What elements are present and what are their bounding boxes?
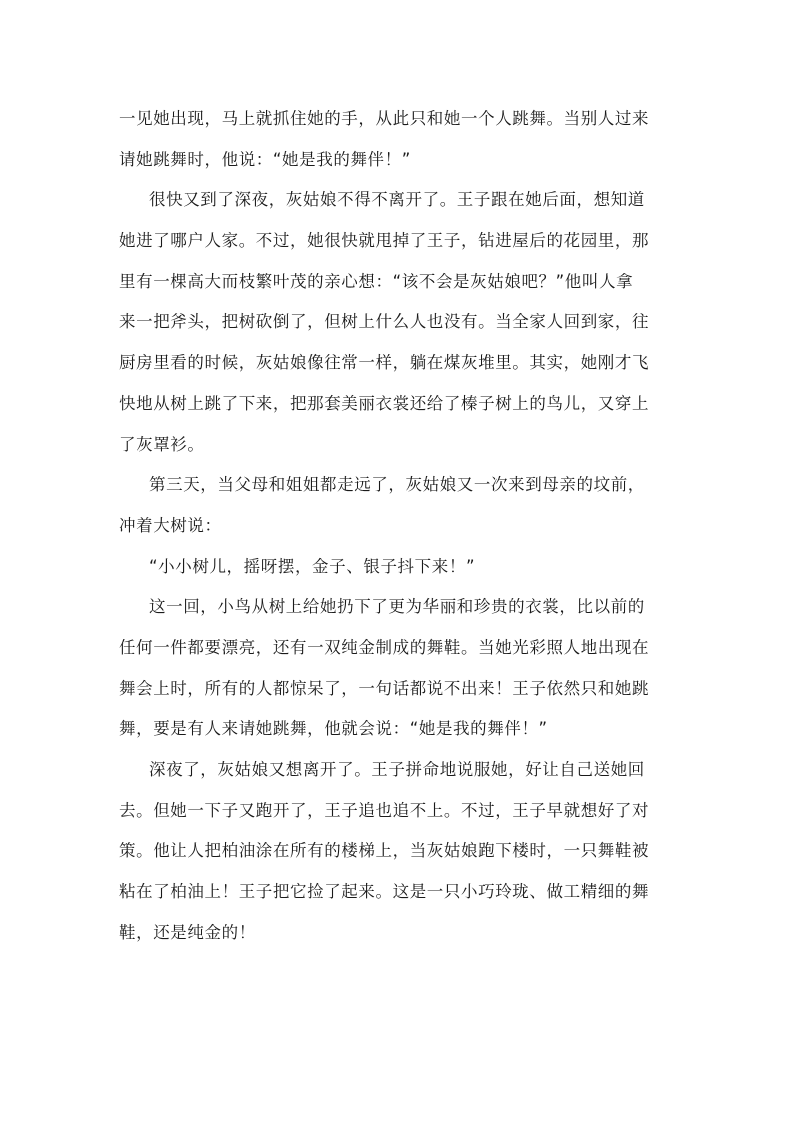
text-line: 任何一件都要漂亮，还有一双纯金制成的舞鞋。当她光彩照人地出现在 [119, 637, 650, 657]
text-line: 了灰罩衫。 [119, 434, 205, 454]
text-line: “小小树儿，摇呀摆，金子、银子抖下来！” [149, 556, 476, 576]
text-line: 一见她出现，马上就抓住她的手，从此只和她一个人跳舞。当别人过来 [119, 109, 650, 128]
text-line: 她进了哪户人家。不过，她很快就甩掉了王子，钻进屋后的花园里，那 [119, 231, 650, 251]
text-line: 深夜了，灰姑娘又想离开了。王子拼命地说服她，好让自己送她回 [149, 760, 645, 779]
text-line: 很快又到了深夜，灰姑娘不得不离开了。王子跟在她后面，想知道 [149, 190, 645, 210]
text-line: 快地从树上跳了下来，把那套美丽衣裳还给了榛子树上的鸟儿，又穿上 [119, 393, 650, 413]
text-line: 来一把斧头，把树砍倒了，但树上什么人也没有。当全家人回到家，往 [119, 312, 650, 332]
text-line: 鞋，还是纯金的！ [119, 922, 256, 942]
text-line: 去。但她一下子又跑开了，王子追也追不上。不过，王子早就想好了对 [119, 800, 650, 820]
text-line: 里有一棵高大而枝繁叶茂的亲心想：“该不会是灰姑娘吧？”他叫人拿 [119, 271, 634, 291]
text-line: 舞，要是有人来请她跳舞，他就会说：“她是我的舞伴！” [119, 719, 548, 739]
text-line: 策。他让人把柏油涂在所有的楼梯上，当灰姑娘跑下楼时，一只舞鞋被 [119, 841, 650, 861]
text-line: 第三天，当父母和姐姐都走远了，灰姑娘又一次来到母亲的坟前， [149, 475, 645, 495]
text-line: 粘在了柏油上！王子把它捡了起来。这是一只小巧玲珑、做工精细的舞 [119, 882, 650, 902]
text-line: 厨房里看的时候，灰姑娘像往常一样，躺在煤灰堆里。其实，她刚才飞 [119, 353, 650, 373]
text-line: 舞会上时，所有的人都惊呆了，一句话都说不出来！王子依然只和她跳 [119, 678, 650, 698]
text-line: 冲着大树说： [119, 515, 222, 535]
text-line: 这一回，小鸟从树上给她扔下了更为华丽和珍贵的衣裳，比以前的 [149, 597, 645, 617]
text-line: 请她跳舞时，他说：“她是我的舞伴！” [119, 149, 411, 169]
body-text [119, 99, 679, 953]
